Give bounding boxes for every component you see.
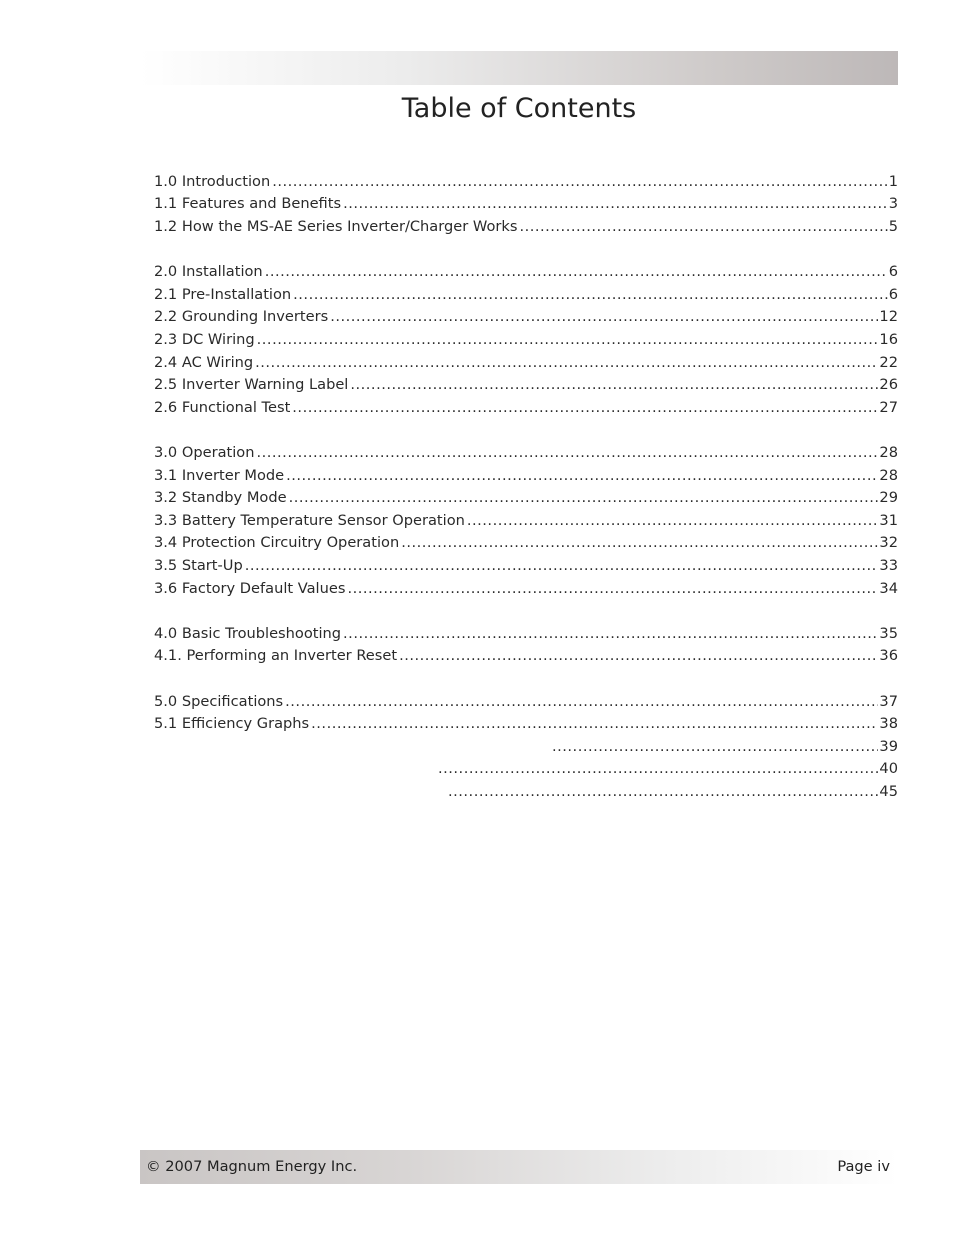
toc-entry-3-0[interactable] — [154, 441, 898, 463]
toc-entry-label: 2.5 Inverter Warning Label — [154, 376, 349, 393]
toc-entry-3-2[interactable] — [154, 486, 898, 508]
toc-entry-page: 31 — [879, 512, 898, 529]
toc-dot-leader — [272, 172, 887, 192]
toc-dot-leader — [347, 579, 878, 599]
toc-dot-leader — [255, 353, 878, 373]
toc-entry-page: 22 — [879, 354, 898, 371]
toc-entry-page: 39 — [879, 738, 898, 755]
toc-entry-label: 3.6 Factory Default Values — [154, 580, 346, 597]
footer-copyright: © 2007 Magnum Energy Inc. — [146, 1158, 358, 1175]
toc-entry-page: 1 — [888, 173, 898, 190]
toc-entry-1-0[interactable] — [154, 170, 898, 192]
toc-entry-page: 6 — [888, 286, 898, 303]
toc-entry-3-1[interactable] — [154, 464, 898, 486]
toc-entry-5-1[interactable] — [154, 712, 898, 734]
toc-entry-page: 29 — [879, 489, 898, 506]
toc-entry-4-0[interactable] — [154, 622, 898, 644]
toc-entry-2-3[interactable] — [154, 328, 898, 350]
toc-dot-leader — [330, 307, 878, 327]
toc-entry-label: 2.0 Installation — [154, 263, 263, 280]
toc-entry-label: 1.2 How the MS-AE Series Inverter/Charger Works — [154, 218, 518, 235]
toc-entry-label: 3.4 Protection Circuitry Operation — [154, 534, 400, 551]
toc-dot-leader — [257, 330, 879, 350]
toc-entry-label: 4.0 Basic Troubleshooting — [154, 625, 342, 642]
toc-entry-label: 4.1. Performing an Inverter Reset — [154, 647, 398, 664]
toc-entry-3-6[interactable] — [154, 577, 898, 599]
toc-dot-leader — [552, 737, 878, 757]
toc-dot-leader — [467, 511, 879, 531]
toc-entry-3-5[interactable] — [154, 554, 898, 576]
toc-entry-1-2[interactable] — [154, 215, 898, 237]
toc-entry-label: 3.0 Operation — [154, 444, 255, 461]
toc-dot-leader — [401, 533, 878, 553]
toc-dot-leader — [289, 488, 879, 508]
toc-entry-page: 33 — [879, 557, 898, 574]
toc-entry-label: 2.3 DC Wiring — [154, 331, 255, 348]
toc-dot-leader — [343, 194, 888, 214]
footer-page-number: Page iv — [837, 1158, 890, 1175]
toc-entry-5-0[interactable] — [154, 690, 898, 712]
toc-entry-label: 1.1 Features and Benefits — [154, 195, 342, 212]
toc-entry-2-1[interactable] — [154, 283, 898, 305]
toc-dot-leader — [285, 692, 878, 712]
toc-entry-page: 28 — [879, 467, 898, 484]
toc-entry-page: 34 — [879, 580, 898, 597]
toc-dot-leader — [311, 714, 878, 734]
toc-entry-appendix-b[interactable] — [436, 757, 898, 779]
toc-entry-2-2[interactable] — [154, 305, 898, 327]
toc-entry-label: 3.2 Standby Mode — [154, 489, 287, 506]
toc-dot-leader — [286, 466, 878, 486]
toc-dot-leader — [256, 443, 878, 463]
toc-entry-label: 2.1 Pre-Installation — [154, 286, 292, 303]
page-title: Table of Contents — [401, 93, 637, 124]
toc-entry-label: 1.0 Introduction — [154, 173, 271, 190]
toc-dot-leader — [265, 262, 888, 282]
toc-entry-label: 5.1 Efficiency Graphs — [154, 715, 310, 732]
toc-entry-page: 12 — [879, 308, 898, 325]
toc-entry-page: 32 — [879, 534, 898, 551]
toc-dot-leader — [519, 217, 887, 237]
toc-entry-page: 26 — [879, 376, 898, 393]
toc-entry-page: 3 — [888, 195, 898, 212]
toc-entry-label: 3.3 Battery Temperature Sensor Operation — [154, 512, 465, 529]
toc-entry-2-0[interactable] — [154, 260, 898, 282]
toc-dot-leader — [343, 624, 878, 644]
toc-entry-page: 38 — [879, 715, 898, 732]
toc-entry-label: 2.4 AC Wiring — [154, 354, 254, 371]
toc-entry-1-1[interactable] — [154, 192, 898, 214]
toc-entry-page: 45 — [879, 783, 898, 800]
toc-entry-page: 6 — [888, 263, 898, 280]
toc-entry-4-1[interactable] — [154, 644, 898, 666]
toc-entry-2-6[interactable] — [154, 396, 898, 418]
toc-dot-leader — [292, 398, 878, 418]
toc-entry-page: 16 — [879, 331, 898, 348]
toc-dot-leader — [350, 375, 878, 395]
toc-dot-leader — [448, 782, 878, 802]
toc-entry-label: 5.0 Specifications — [154, 693, 284, 710]
toc-entry-label: 2.2 Grounding Inverters — [154, 308, 329, 325]
toc-entry-3-4[interactable] — [154, 531, 898, 553]
toc-entry-page: 35 — [879, 625, 898, 642]
toc-entry-page: 36 — [879, 647, 898, 664]
toc-dot-leader — [399, 646, 878, 666]
toc-entry-warranty[interactable] — [446, 780, 898, 802]
toc-dot-leader — [293, 285, 888, 305]
toc-entry-page: 5 — [888, 218, 898, 235]
toc-entry-page: 40 — [879, 760, 898, 777]
toc-entry-3-3[interactable] — [154, 509, 898, 531]
toc-entry-2-5[interactable] — [154, 373, 898, 395]
toc-entry-label: 3.5 Start-Up — [154, 557, 243, 574]
toc-entry-2-4[interactable] — [154, 351, 898, 373]
toc-entry-label: 2.6 Functional Test — [154, 399, 291, 416]
toc-dot-leader — [245, 556, 879, 576]
toc-entry-page: 37 — [879, 693, 898, 710]
toc-entry-label: 3.1 Inverter Mode — [154, 467, 285, 484]
toc-entry-page: 28 — [879, 444, 898, 461]
toc-entry-appendix-a[interactable] — [550, 735, 898, 757]
toc-entry-page: 27 — [879, 399, 898, 416]
toc-dot-leader — [438, 759, 878, 779]
header-bar — [140, 51, 898, 85]
